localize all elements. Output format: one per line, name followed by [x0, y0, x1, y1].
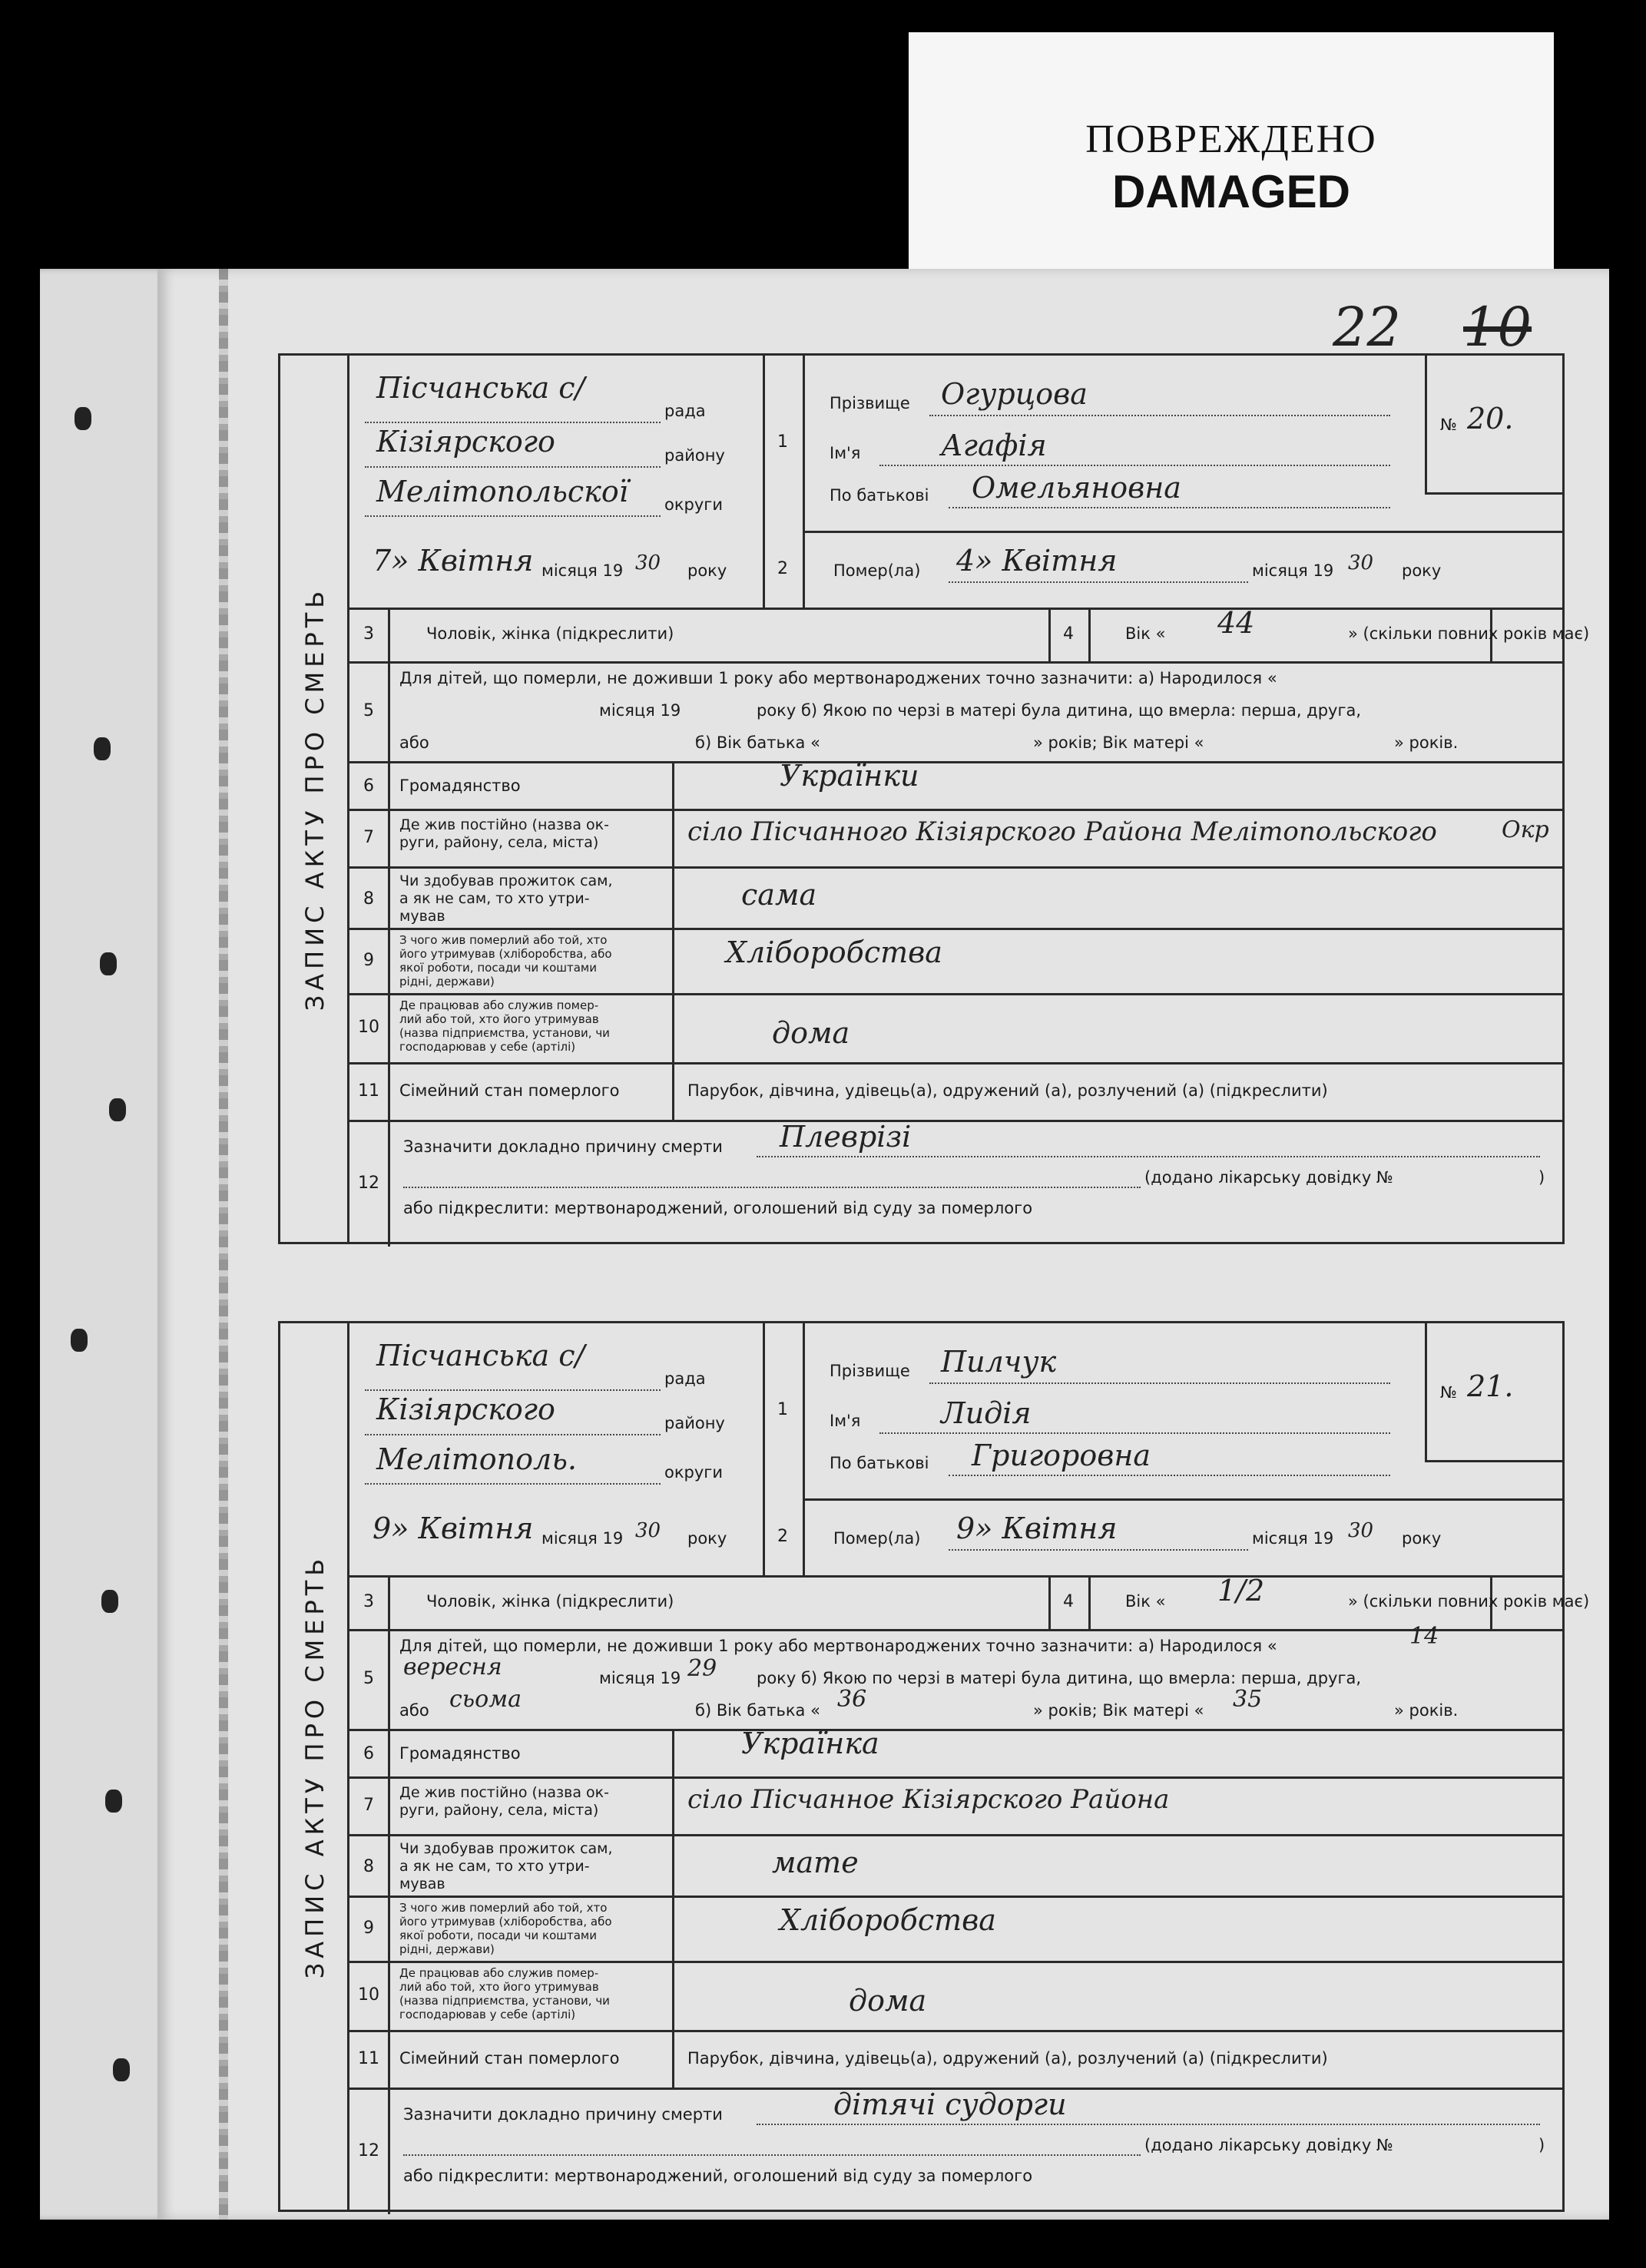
- marital-options: Парубок, дівчина, удівець(а), одружений (а), розлучений (а) (підкреслити): [687, 1081, 1328, 1100]
- surname-label: Прізвище: [830, 394, 910, 412]
- child-born-day: 14: [1409, 1623, 1439, 1650]
- record-number: 21.: [1467, 1369, 1514, 1403]
- age-value: 1/2: [1217, 1574, 1265, 1607]
- workplace-value: дома: [849, 1984, 927, 2018]
- record-number-label: №: [1440, 1383, 1457, 1402]
- okruha-label: округи: [664, 1463, 723, 1482]
- rayon-label: району: [664, 1414, 725, 1432]
- okruha-value: Мелітополь.: [376, 1442, 577, 1476]
- died-label: Помер(ла): [833, 561, 921, 580]
- surname-value: Пилчук: [941, 1345, 1057, 1379]
- livelihood-value: Хліборобства: [780, 1903, 996, 1937]
- mother-age-label: » років; Вік матері «: [1033, 1701, 1204, 1720]
- death-record-2: ЗАПИС АКТУ ПРО СМЕРТЬ Пісчанська с/ рада Кізіярского району Мелітополь. округи 9» Квітня місяця 19 30 року 1 2 Прізвище Пилчук Ім'я Лидія По батькові Григоровна № 21. Помер(ла) 9» Квітня місяця 19 30 року 3 Чоловік, жінка (підкреслити) 4 Вік « 1/2 » (скільки повних років має) 5 Для дітей, що померли, не доживши 1 року або мертвонароджених точно зазначити: а) Народилося « 14 вересня місяця 19 29 року б) Якою по черзі в матері була дитина, що вмерла: перша, друга, або сьома б) Вік батька « 36 » років; Вік матері « 35 » років. 6 Громадянство Українка 7 Де жив постійно (назва ок- руги, району, села, міста) сіло Пісчанное Кізіярского Района 8 Чи здобував прожиток сам, а як не сам, то хто утри- мував мате 9 З чого жив померлий або той, хто його утримував (хліборобства, або якої роботи, посади чи коштами рідні, держави) Хліборобства 10 Де працював або служив помер- лий або той, хто його утримував (назва підприємства, установи, чи господарював у себе (артілі) дома 11 Сімейний стан померлого Парубок, дівчина, удівець(а), одружений (а), розлучений (а) (підкреслити) 12 Зазначити докладно причину смерти дітячі судорги (додано лікарську довідку № ) або підкреслити: мертвонароджений, оголошений від суду за померлого: [278, 1321, 1565, 2212]
- mother-age-label: » років; Вік матері «: [1033, 733, 1204, 752]
- residence-value: сіло Пісчанное Кізіярского Района: [687, 1784, 1170, 1815]
- rada-value: Пісчанська с/: [376, 1339, 585, 1372]
- binding-stitch: [219, 269, 228, 2220]
- children-or: або: [399, 733, 429, 752]
- okruha-value: Мелітопольскої: [376, 475, 628, 508]
- cert-close: ): [1538, 1168, 1545, 1187]
- father-age-label: б) Вік батька «: [695, 1701, 820, 1720]
- rayon-value: Кізіярского: [376, 1392, 555, 1426]
- livelihood-label: З чого жив померлий або той, хто його утримував (хліборобства, або якої роботи, посади чи коштами рідні, держави): [399, 1901, 612, 1956]
- age-tail: » (скільки повних років має): [1348, 624, 1590, 643]
- cause-value: дітячі судорги: [833, 2088, 1067, 2121]
- mother-age: 35: [1233, 1686, 1263, 1713]
- cause-value: Плеврізі: [780, 1120, 912, 1154]
- month-label: місяця 19: [1252, 561, 1334, 580]
- previous-page-edge: [40, 269, 167, 2220]
- registration-date: 9» Квітня: [373, 1511, 534, 1545]
- death-year: 30: [1348, 1519, 1374, 1542]
- sex-label: Чоловік, жінка (підкреслити): [426, 624, 674, 643]
- support-value: сама: [741, 878, 817, 912]
- patronymic-value: Григоровна: [972, 1439, 1151, 1472]
- binding-hole: [105, 1790, 122, 1813]
- workplace-label: Де працював або служив помер- лий або той, хто його утримував (назва підприємства, установи, чи господарював у себе (артілі): [399, 1966, 610, 2021]
- support-value: мате: [772, 1846, 859, 1879]
- death-year: 30: [1348, 551, 1374, 574]
- rada-value: Пісчанська с/: [376, 371, 585, 405]
- father-age: 36: [837, 1686, 867, 1713]
- binding-hole: [71, 1329, 88, 1352]
- damaged-label-en: DAMAGED: [1112, 166, 1350, 217]
- registration-date: 7» Квітня: [373, 544, 534, 578]
- children-month-label: місяця 19: [599, 701, 681, 720]
- folio-number: 22: [1333, 296, 1402, 359]
- rayon-label: району: [664, 446, 725, 465]
- binding-hole: [109, 1098, 126, 1121]
- rayon-value: Кізіярского: [376, 425, 555, 459]
- age-label: Вік «: [1125, 624, 1166, 643]
- record-side-title: ЗАПИС АКТУ ПРО СМЕРТЬ: [280, 1323, 349, 2210]
- name-label: Ім'я: [830, 1412, 861, 1430]
- cause-label: Зазначити докладно причину смерти: [403, 1137, 723, 1156]
- marital-label: Сімейний стан померлого: [399, 2049, 620, 2068]
- children-line2: року б) Якою по черзі в матері була дитина, що вмерла: перша, друга,: [757, 1669, 1362, 1687]
- children-line1: Для дітей, що померли, не доживши 1 року або мертвонароджених точно зазначити: а) Народилося «: [399, 1637, 1277, 1655]
- binding-hole: [75, 407, 91, 430]
- citizenship-label: Громадянство: [399, 1744, 521, 1763]
- registration-year: 30: [635, 1519, 661, 1542]
- patronymic-label: По батькові: [830, 486, 929, 505]
- record-side-title: ЗАПИС АКТУ ПРО СМЕРТЬ: [280, 356, 349, 1242]
- livelihood-label: З чого жив померлий або той, хто його утримував (хліборобства, або якої роботи, посади чи коштами рідні, держави): [399, 933, 612, 988]
- year-label: року: [1402, 561, 1442, 580]
- binding-hole: [94, 737, 111, 760]
- marital-label: Сімейний стан померлого: [399, 1081, 620, 1100]
- livelihood-value: Хліборобства: [726, 935, 942, 969]
- surname-value: Огурцова: [941, 377, 1088, 411]
- age-label: Вік «: [1125, 1592, 1166, 1611]
- support-label: Чи здобував прожиток сам, а як не сам, то хто утри- мував: [399, 872, 613, 925]
- death-record-1: ЗАПИС АКТУ ПРО СМЕРТЬ Пісчанська с/ рада Кізіярского району Мелітопольскої округи 7» Квітня місяця 19 30 року 1 2 Прізвище Огурцова Ім'я Агафія По батькові Омельяновна № 20. Помер(ла) 4» Квітня місяця 19 30 року 3 Чоловік, жінка (підкреслити) 4 Вік « 44 » (скільки повних років має) 5 Для дітей, що померли, не доживши 1 року або мертвонароджених точно зазначити: а) Народилося « місяця 19 року б) Якою по черзі в матері була дитина, що вмерла: перша, друга, або б) Вік батька « » років; Вік матері « » років. 6 Громадянство Українки 7 Де жив постійно (назва ок- руги, району, села, міста) сіло Пісчанного Кізіярского Района Мелітопольского Окр 8 Чи здобував прожиток сам, а як не сам, то хто утри- мував сама 9 З чого жив померлий або той, хто його утримував (хліборобства, або якої роботи, посади чи коштами рідні, держави) Хліборобства 10 Де працював або служив помер- лий або той, хто його утримував (назва підприємства, установи, чи господарював у себе (артілі) дома 11 Сімейний стан померлого Парубок, дівчина, удівець(а), одружений (а), розлучений (а) (підкреслити) 12 Зазначити докладно причину смерти Плеврізі (додано лікарську довідку № ) або підкреслити: мертвонароджений, оголошений від суду за померлого: [278, 353, 1565, 1244]
- binding-hole: [101, 1590, 118, 1613]
- marital-options: Парубок, дівчина, удівець(а), одружений (а), розлучений (а) (підкреслити): [687, 2049, 1328, 2068]
- support-label: Чи здобував прожиток сам, а як не сам, то хто утри- мував: [399, 1840, 613, 1892]
- year-label: року: [687, 561, 727, 580]
- surname-label: Прізвище: [830, 1362, 910, 1380]
- death-date: 9» Квітня: [956, 1511, 1118, 1545]
- father-age-label: б) Вік батька «: [695, 733, 820, 752]
- child-order: сьома: [449, 1686, 522, 1713]
- cert-close: ): [1538, 2136, 1545, 2154]
- workplace-value: дома: [772, 1016, 850, 1050]
- cause-label: Зазначити докладно причину смерти: [403, 2105, 723, 2124]
- registration-year: 30: [635, 551, 661, 574]
- sex-label: Чоловік, жінка (підкреслити): [426, 1592, 674, 1611]
- month-label: місяця 19: [1252, 1529, 1334, 1548]
- residence-tail: Окр: [1502, 816, 1549, 843]
- name-value: Лидія: [941, 1396, 1032, 1430]
- child-year: 29: [687, 1655, 717, 1682]
- citizenship-value: Українки: [780, 759, 919, 793]
- residence-value: сіло Пісчанного Кізіярского Района Мелітопольского: [687, 816, 1437, 847]
- age-tail: » (скільки повних років має): [1348, 1592, 1590, 1611]
- rada-label: рада: [664, 402, 706, 420]
- damaged-label-ru: ПОВРЕЖДЕНО: [1085, 118, 1377, 161]
- workplace-label: Де працював або служив помер- лий або той, хто його утримував (назва підприємства, установи, чи господарював у себе (артілі): [399, 998, 610, 1054]
- stillborn-label: або підкреслити: мертвонароджений, оголошений від суду за померлого: [403, 1199, 1033, 1217]
- patronymic-value: Омельяновна: [972, 471, 1181, 505]
- stillborn-label: або підкреслити: мертвонароджений, оголошений від суду за померлого: [403, 2167, 1033, 2185]
- cert-label: (додано лікарську довідку №: [1144, 1168, 1393, 1187]
- residence-label: Де жив постійно (назва ок- руги, району, села, міста): [399, 1784, 609, 1819]
- name-label: Ім'я: [830, 444, 861, 462]
- year-label: року: [687, 1529, 727, 1548]
- children-or: або: [399, 1701, 429, 1720]
- children-line1: Для дітей, що померли, не доживши 1 року або мертвонароджених точно зазначити: а) Народилося «: [399, 669, 1277, 687]
- year-label: року: [1402, 1529, 1442, 1548]
- record-number-label: №: [1440, 416, 1457, 434]
- age-value: 44: [1217, 606, 1255, 640]
- patronymic-label: По батькові: [830, 1454, 929, 1472]
- children-line2: року б) Якою по черзі в матері була дитина, що вмерла: перша, друга,: [757, 701, 1362, 720]
- death-date: 4» Квітня: [956, 544, 1118, 578]
- month-label: місяця 19: [541, 561, 624, 580]
- mother-age-tail: » років.: [1394, 733, 1459, 752]
- damaged-label: [909, 32, 1554, 278]
- okruha-label: округи: [664, 495, 723, 514]
- cert-label: (додано лікарську довідку №: [1144, 2136, 1393, 2154]
- month-label: місяця 19: [541, 1529, 624, 1548]
- citizenship-label: Громадянство: [399, 776, 521, 795]
- binding-hole: [100, 952, 117, 975]
- citizenship-value: Українка: [741, 1727, 879, 1760]
- rada-label: рада: [664, 1369, 706, 1388]
- children-month-label: місяця 19: [599, 1669, 681, 1687]
- residence-label: Де жив постійно (назва ок- руги, району, села, міста): [399, 816, 609, 851]
- binding-hole: [113, 2058, 130, 2081]
- died-label: Помер(ла): [833, 1529, 921, 1548]
- name-value: Агафія: [941, 429, 1047, 462]
- record-number: 20.: [1467, 402, 1514, 435]
- folio-number-old: 10: [1463, 296, 1532, 359]
- child-month: вересня: [403, 1654, 502, 1680]
- mother-age-tail: » років.: [1394, 1701, 1459, 1720]
